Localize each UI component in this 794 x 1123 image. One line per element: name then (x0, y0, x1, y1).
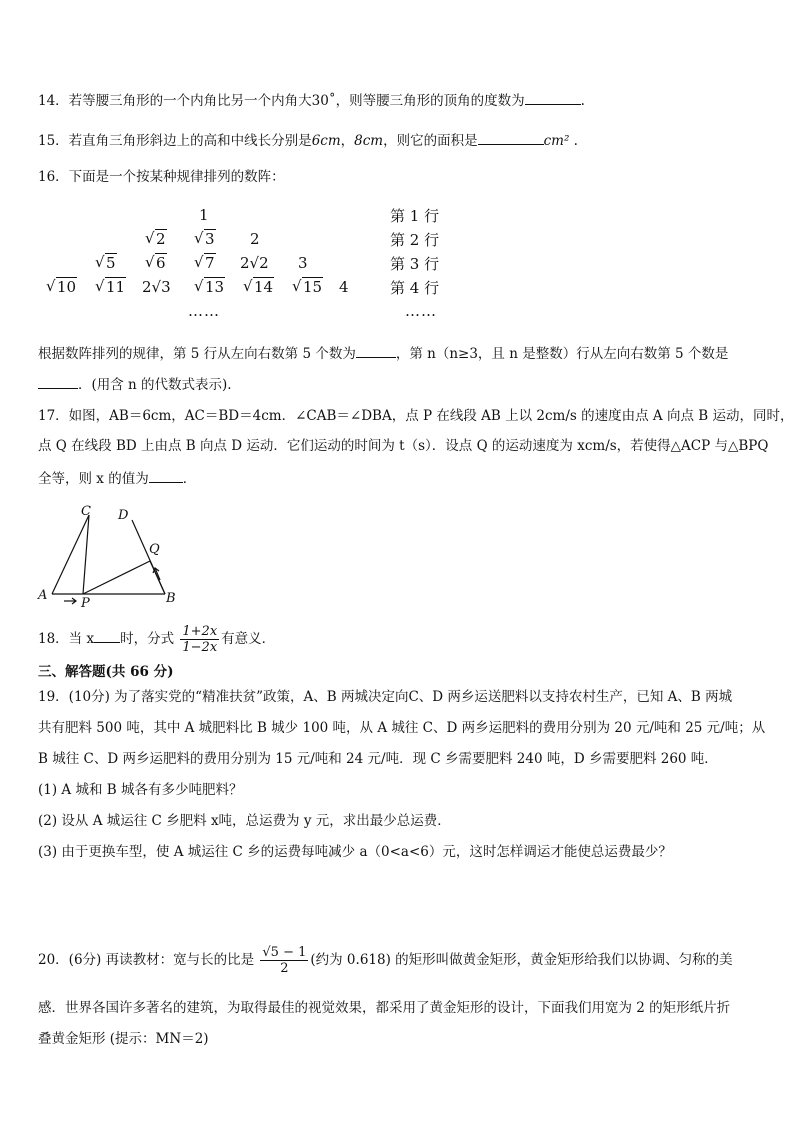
question-20-line-1: 20．(6分) 再读教材：宽与长的比是 $\frac{√5 - 1}{2}$ (约为 0.618) 的矩形叫做黄金矩形，黄金矩形给我们以协调、匀称的美 (38, 945, 733, 976)
question-18: 18．当 x 时，分式 $\frac{1+2x}{1-2x}$ 有意义． (38, 624, 276, 655)
question-19-sub-2: (2) 设从 A 城运往 C 乡肥料 x吨，总运费为 y 元，求出最少总运费． (38, 813, 451, 829)
answer-blank[interactable] (38, 374, 78, 389)
array-cell: √ 6 (145, 254, 167, 272)
array-cell: 2√2 (240, 254, 269, 272)
question-17-line-2: 点 Q 在线段 BD 上由点 B 向点 D 运动．它们运动的时间为 t（s）．设点 Q 的运动速度为 xcm/s，若使得△ACP 与△BPQ (38, 438, 769, 454)
array-cell: √ 7 (194, 254, 216, 272)
label-C: C (81, 504, 91, 519)
array-cell: 2 (250, 230, 260, 248)
fraction: $\frac{1+2x}{1-2x}$ (182, 624, 218, 655)
golden-ratio-fraction: $\frac{√5 - 1}{2}$ (262, 945, 307, 976)
question-19-sub-3: (3) 由于更换车型，使 A 城运往 C 乡的运费每吨减少 a（0<a<6）元，这时怎样调运才能使总运费最少？ (38, 844, 672, 860)
question-16-text-2: ．(用含 n 的代数式表示). (38, 374, 232, 394)
question-16-intro: 16．下面是一个按某种规律排列的数阵： (38, 169, 285, 185)
question-14: 14．若等腰三角形的一个内角比另一个内角大30˚，则等腰三角形的顶角的度数为 . (38, 90, 585, 110)
segment-QB (150, 561, 165, 594)
array-cell: √ 5 (95, 254, 117, 272)
question-19-sub-1: (1) A 城和 B 城各有多少吨肥料？ (38, 782, 243, 798)
geometry-figure (30, 498, 190, 613)
question-20-line-2: 感．世界各国许多著名的建筑，为取得最佳的视觉效果，都采用了黄金矩形的设计，下面我们用宽为 2 的矩形纸片折 (38, 1000, 731, 1016)
row-label: 第 4 行 (390, 279, 440, 297)
array-cell: √ 15 (292, 278, 323, 296)
label-Q: Q (149, 542, 160, 557)
array-cell: √ 13 (194, 278, 225, 296)
ellipsis: …… (188, 302, 220, 320)
label-P: P (81, 596, 90, 611)
question-15: 15．若直角三角形斜边上的高和中线长分别是6cm，8cm，则它的面积是 cm² . (38, 130, 578, 150)
array-cell: √ 10 (46, 278, 77, 296)
section-heading: 三、解答题(共 66 分) (38, 664, 174, 680)
question-20-line-3: 叠黄金矩形 (提示：MN＝2) (38, 1031, 209, 1047)
array-cell: 3 (298, 254, 308, 272)
answer-blank[interactable] (525, 90, 581, 105)
row-label: 第 1 行 (390, 207, 440, 225)
label-B: B (166, 591, 176, 606)
array-cell: √ 14 (243, 278, 274, 296)
question-17-line-3: 全等，则 x 的值为 ． (38, 468, 196, 488)
array-cell: 2√3 (142, 278, 171, 296)
array-cell: √ 3 (194, 230, 216, 248)
question-16-text-1: 根据数阵排列的规律，第 5 行从左向右数第 5 个数为 ，第 n（n≥3，且 n 是整数）行从左向右数第 5 个数是 (38, 343, 728, 363)
array-cell: 1 (199, 206, 209, 224)
row-label: 第 2 行 (390, 231, 440, 249)
label-D: D (118, 508, 129, 523)
answer-blank[interactable] (94, 628, 120, 643)
question-19-line-2: 共有肥料 500 吨，其中 A 城肥料比 B 城少 100 吨，从 A 城往 C、D 两乡运肥料的费用分别为 20 元/吨和 25 元/吨；从 (38, 720, 766, 736)
answer-blank[interactable] (356, 343, 396, 358)
segment-PQ (83, 561, 150, 594)
row-label: 第 3 行 (390, 255, 440, 273)
answer-blank[interactable] (149, 468, 183, 483)
answer-blank[interactable] (478, 130, 544, 145)
ellipsis: …… (405, 302, 437, 320)
array-cell: √ 11 (95, 278, 126, 296)
label-A: A (38, 588, 48, 603)
array-cell: 4 (339, 278, 349, 296)
question-19-line-1: 19．(10分) 为了落实党的“精准扶贫”政策，A、B 两城决定向C、D 两乡运送肥料以支持农村生产，已知 A、B 两城 (38, 689, 733, 705)
question-19-line-3: B 城往 C、D 两乡运肥料的费用分别为 15 元/吨和 24 元/吨．现 C 乡需要肥料 240 吨，D 乡需要肥料 260 吨． (38, 751, 718, 767)
question-17-line-1: 17．如图，AB＝6cm，AC＝BD＝4cm．∠CAB＝∠DBA，点 P 在线段 AB 上以 2cm/s 的速度由点 A 向点 B 运动，同时， (38, 408, 794, 424)
array-cell: √ 2 (145, 230, 167, 248)
